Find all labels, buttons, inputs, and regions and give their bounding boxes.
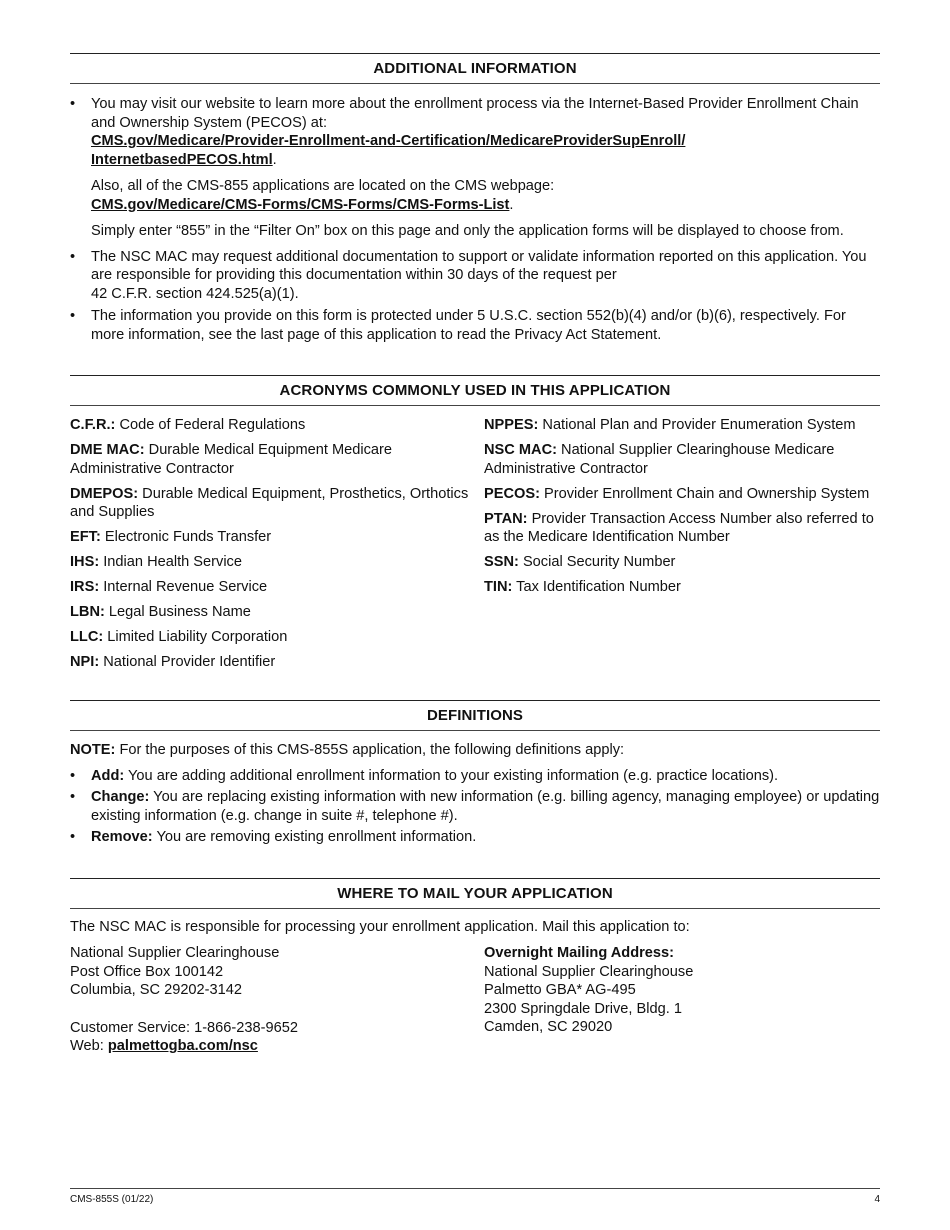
- acronym-term: SSN:: [484, 554, 519, 570]
- acronyms-heading: ACRONYMS COMMONLY USED IN THIS APPLICATION: [70, 375, 880, 406]
- cms855-location-text: Also, all of the CMS-855 applications are located on the CMS webpage:: [91, 178, 555, 194]
- acronym-term: NSC MAC:: [484, 442, 557, 458]
- bullet-icon: •: [70, 789, 76, 805]
- mail-address-line: National Supplier Clearinghouse: [70, 945, 280, 961]
- definition-text: You are replacing existing information with new information (e.g. billing agency, managing employee) or updating existing information (e.g. change in suite #, telephone #).: [91, 789, 880, 824]
- mail-addresses: [70, 944, 880, 1056]
- mail-heading: WHERE TO MAIL YOUR APPLICATION: [70, 878, 880, 909]
- page-footer: [70, 1188, 880, 1207]
- documentation-request-text: The NSC MAC may request additional documentation to support or validate information reported on this application. You are responsible for providing this documentation within 30 days of the request per: [91, 248, 867, 283]
- acronym-entry: [70, 653, 484, 672]
- note-text: For the purposes of this CMS-855S application, the following definitions apply:: [119, 742, 625, 758]
- acronym-definition: Social Security Number: [522, 554, 676, 570]
- acronym-definition: Durable Medical Equipment Medicare Administrative Contractor: [70, 442, 393, 477]
- overnight-address-line: National Supplier Clearinghouse: [484, 963, 694, 980]
- definitions-list: [70, 767, 880, 847]
- acronyms-left-column: [70, 416, 484, 678]
- acronym-entry: [70, 528, 484, 547]
- acronym-definition: Provider Transaction Access Number also referred to as the Medicare Identification Number: [484, 510, 874, 545]
- acronym-entry: [484, 510, 880, 547]
- definitions-note: [70, 741, 880, 760]
- bullet-icon: •: [70, 829, 76, 845]
- acronym-entry: [484, 441, 880, 478]
- acronym-definition: Code of Federal Regulations: [119, 417, 306, 433]
- acronym-term: PTAN:: [484, 510, 528, 527]
- acronym-term: NPI:: [70, 654, 100, 670]
- filter-instructions-text: Simply enter “855” in the “Filter On” box on this page and only the application forms will be displayed to choose from.: [91, 223, 844, 239]
- additional-information-heading: ADDITIONAL INFORMATION: [70, 53, 880, 84]
- mail-intro: The NSC MAC is responsible for processing your enrollment application. Mail this application to:: [70, 918, 690, 935]
- acronym-entry: [70, 485, 484, 522]
- list-item: [70, 248, 880, 304]
- form-id: CMS-855S (01/22): [70, 1194, 154, 1205]
- additional-information-list: [70, 95, 880, 344]
- acronym-entry: [70, 553, 484, 572]
- acronym-definition: Legal Business Name: [108, 604, 251, 620]
- definition-term: Add:: [91, 767, 125, 784]
- acronym-definition: Indian Health Service: [103, 554, 242, 570]
- acronym-entry: [484, 553, 880, 572]
- palmetto-web-link[interactable]: palmettogba.com/nsc: [107, 1038, 258, 1054]
- pecos-link-line2[interactable]: InternetbasedPECOS.html: [91, 151, 273, 168]
- acronym-entry: [484, 485, 880, 504]
- definition-term: Remove:: [91, 829, 153, 845]
- acronym-definition: Provider Enrollment Chain and Ownership System: [544, 485, 870, 502]
- acronym-term: IRS:: [70, 579, 100, 595]
- overnight-address-block: [484, 944, 880, 1056]
- list-item: [70, 307, 880, 344]
- acronym-definition: Limited Liability Corporation: [107, 629, 288, 645]
- acronym-term: LBN:: [70, 604, 105, 620]
- definition-text: You are removing existing enrollment information.: [156, 829, 477, 845]
- acronym-definition: National Supplier Clearinghouse Medicare Administrative Contractor: [484, 442, 835, 477]
- bullet-icon: •: [70, 308, 76, 324]
- mailing-address-block: [70, 944, 484, 1056]
- acronym-term: LLC:: [70, 629, 104, 645]
- overnight-address-line: Camden, SC 29020: [484, 1019, 613, 1035]
- privacy-protection-text: The information you provide on this form is protected under 5 U.S.C. section 552(b)(4) and/or (b)(6), respectively. For more information, see the last page of this application to read the Privacy Act Statement.: [91, 308, 846, 343]
- definitions-heading: DEFINITIONS: [70, 700, 880, 731]
- overnight-address-line: Palmetto GBA* AG-495: [484, 982, 636, 998]
- acronym-entry: [70, 603, 484, 622]
- acronyms-right-column: [484, 416, 880, 678]
- bullet-icon: •: [70, 96, 76, 112]
- acronym-entry: [70, 578, 484, 597]
- note-label: NOTE:: [70, 742, 116, 758]
- bullet-icon: •: [70, 248, 76, 265]
- overnight-label: Overnight Mailing Address:: [484, 945, 675, 961]
- acronym-entry: [70, 441, 484, 478]
- web-line: [70, 1037, 484, 1056]
- acronym-entry: [70, 628, 484, 647]
- acronym-term: PECOS:: [484, 485, 540, 502]
- acronym-definition: National Plan and Provider Enumeration System: [542, 417, 856, 433]
- pecos-link-line1[interactable]: CMS.gov/Medicare/Provider-Enrollment-and-Certification/MedicareProviderSupEnroll/: [91, 133, 686, 149]
- definition-text: You are adding additional enrollment information to your existing information (e.g. practice locations).: [128, 767, 779, 784]
- acronym-term: NPPES:: [484, 417, 539, 433]
- definition-term: Change:: [91, 789, 150, 805]
- web-label: Web:: [70, 1038, 104, 1054]
- overnight-address-line: 2300 Springdale Drive, Bldg. 1: [484, 1000, 682, 1017]
- acronym-definition: Durable Medical Equipment, Prosthetics, Orthotics and Supplies: [70, 485, 469, 520]
- cfr-citation-text: 42 C.F.R. section 424.525(a)(1).: [91, 285, 299, 302]
- acronym-term: EFT:: [70, 529, 101, 545]
- acronym-term: TIN:: [484, 579, 513, 595]
- acronyms-columns: [70, 416, 880, 678]
- acronym-definition: National Provider Identifier: [103, 654, 276, 670]
- list-item: • You may visit our website to learn more about the enrollment process via the Internet-Based Provider Enrollment Chain and Ownership System (PECOS) at: CMS.gov/Medicare/Provider-Enrollment-and-Certification/MedicareProviderSupEnroll/ InternetbasedPECOS.html. Also, all of the CMS-855 applications are located on the CMS webpage: CMS.gov/Medicare/CMS-Forms/CMS-Forms/CMS-Forms-List. Simply enter “855” in the “Filter On” box on this page and only the application forms will be displayed to choose from.: [70, 95, 880, 241]
- acronym-entry: [70, 416, 484, 435]
- mail-address-line: Columbia, SC 29202-3142: [70, 982, 242, 998]
- definition-item: [70, 828, 880, 847]
- pecos-info-text: You may visit our website to learn more about the enrollment process via the Internet-Based Provider Enrollment Chain and Ownership System (PECOS) at:: [91, 96, 859, 131]
- acronym-term: IHS:: [70, 554, 100, 570]
- page-number: 4: [874, 1194, 880, 1205]
- acronym-definition: Electronic Funds Transfer: [104, 529, 272, 545]
- acronym-term: C.F.R.:: [70, 417, 116, 433]
- definition-item: [70, 788, 880, 825]
- acronym-entry: [484, 416, 880, 435]
- customer-service-phone: Customer Service: 1-866-238-9652: [70, 1019, 298, 1036]
- acronym-definition: Internal Revenue Service: [103, 579, 268, 595]
- acronym-term: DMEPOS:: [70, 485, 139, 502]
- cms-forms-list-link[interactable]: CMS.gov/Medicare/CMS-Forms/CMS-Forms/CMS-Forms-List: [91, 196, 510, 213]
- bullet-icon: •: [70, 767, 76, 784]
- mail-address-line: Post Office Box 100142: [70, 963, 224, 980]
- document-page: [70, 53, 880, 1056]
- definition-item: [70, 767, 880, 786]
- acronym-entry: [484, 578, 880, 597]
- acronym-definition: Tax Identification Number: [516, 579, 681, 595]
- acronym-term: DME MAC:: [70, 442, 145, 458]
